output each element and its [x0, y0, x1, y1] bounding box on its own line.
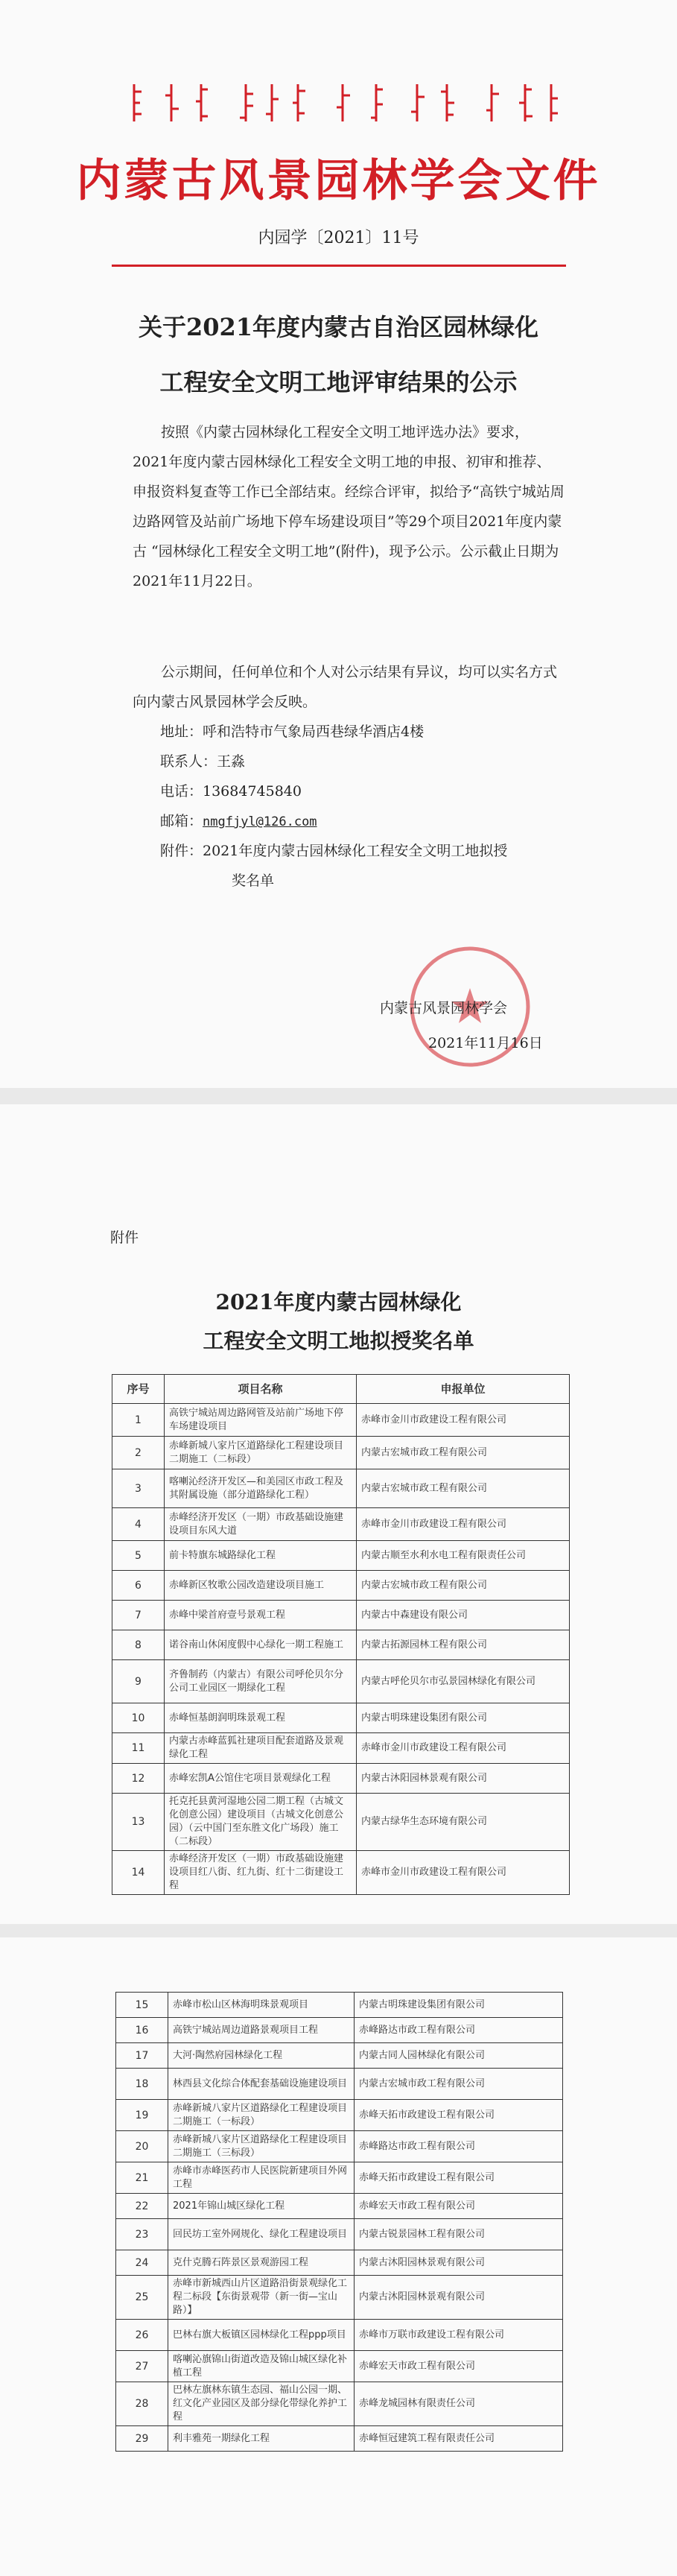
project-name: 林西县文化综合体配套基础设施建设项目 [168, 2069, 355, 2100]
table-row [116, 2069, 563, 2100]
award-table-part-1 [112, 1374, 570, 1895]
applicant-unit: 内蒙古宏城市政工程有限公司 [357, 1469, 570, 1508]
applicant-unit: 赤峰路达市政工程有限公司 [355, 2018, 563, 2043]
header-no: 序号 [112, 1375, 165, 1404]
applicant-unit: 内蒙古顺至水利水电工程有限责任公司 [357, 1541, 570, 1571]
row-number: 22 [116, 2194, 168, 2219]
award-list-title [0, 1283, 677, 1361]
table-row [116, 2276, 563, 2320]
table-row [112, 1571, 570, 1601]
row-number: 18 [116, 2069, 168, 2100]
table-row [116, 2250, 563, 2276]
notice-title-line-1: 关于2021年度内蒙古自治区园林绿化 [138, 313, 539, 341]
email-label: 邮箱： [160, 813, 203, 829]
attachment-text-cont: 奖名单 [232, 873, 275, 889]
row-number: 13 [112, 1794, 165, 1851]
notice-paragraph-1: 按照《内蒙古园林绿化工程安全文明工地评选办法》要求，2021年度内蒙古园林绿化工程安全文明工地的申报、初审和推荐、申报资料复查等工作已全部结束。经综合评审，拟给予“高铁宁城站周边路网管及站前广场地下停车场建设项目”等29个项目2021年度内蒙古 “园林绿化工程安全文明工地”(附件)，现予公示。公示截止日期为2021年11月22日。 [133, 424, 565, 589]
applicant-unit: 赤峰市万联市政建设工程有限公司 [355, 2320, 563, 2351]
table-row [116, 2131, 563, 2162]
row-number: 6 [112, 1571, 165, 1601]
project-name: 赤峰市赤峰医药市人民医院新建项目外网工程 [168, 2162, 355, 2194]
applicant-unit: 赤峰路达市政工程有限公司 [355, 2131, 563, 2162]
applicant-unit: 内蒙古宏城市政工程有限公司 [357, 1571, 570, 1601]
project-name: 赤峰市松山区林海明珠景观项目 [168, 1993, 355, 2018]
applicant-unit: 内蒙古沐阳园林景观有限公司 [355, 2250, 563, 2276]
signer: 内蒙古风景园林学会 [380, 1000, 508, 1016]
row-number: 14 [112, 1851, 165, 1895]
project-name: 赤峰经济开发区（一期）市政基础设施建设项目红八街、红九街、红十二街建设工程 [165, 1851, 357, 1895]
row-number: 2 [112, 1437, 165, 1469]
project-name: 赤峰新区牧歌公园改造建设项目施工 [165, 1571, 357, 1601]
table-header-row [112, 1375, 570, 1404]
applicant-unit: 赤峰龙城园林有限责任公司 [355, 2382, 563, 2426]
table-row [112, 1764, 570, 1794]
applicant-unit: 内蒙古明珠建设集团有限公司 [355, 1993, 563, 2018]
email-line [160, 806, 317, 837]
sign-date: 2021年11月16日 [428, 1035, 543, 1051]
applicant-unit: 赤峰恒冠建筑工程有限责任公司 [355, 2426, 563, 2452]
table-row [112, 1541, 570, 1571]
row-number: 20 [116, 2131, 168, 2162]
row-number: 15 [116, 1993, 168, 2018]
applicant-unit: 内蒙古中森建设有限公司 [357, 1601, 570, 1630]
project-name: 前卡特旗东城路绿化工程 [165, 1541, 357, 1571]
applicant-unit: 赤峰市金川市政建设工程有限公司 [357, 1404, 570, 1437]
header-project: 项目名称 [165, 1375, 357, 1404]
table-row [112, 1508, 570, 1541]
row-number: 17 [116, 2043, 168, 2069]
project-name: 利丰雅苑一期绿化工程 [168, 2426, 355, 2452]
project-name: 内蒙古赤峰蓝狐社建项目配套道路及景观绿化工程 [165, 1733, 357, 1764]
header-unit: 申报单位 [357, 1375, 570, 1404]
row-number: 16 [116, 2018, 168, 2043]
applicant-unit: 内蒙古明珠建设集团有限公司 [357, 1703, 570, 1733]
project-name: 回民坊工室外网规化、绿化工程建设项目 [168, 2219, 355, 2250]
project-name: 大河·陶然府园林绿化工程 [168, 2043, 355, 2069]
table-row [112, 1630, 570, 1660]
document-number: 内园学〔2021〕11号 [258, 229, 419, 247]
table-row [116, 2426, 563, 2452]
award-list-title-line-2: 工程安全文明工地拟授奖名单 [203, 1329, 474, 1353]
applicant-unit: 赤峰市金川市政建设工程有限公司 [357, 1733, 570, 1764]
table-row [116, 2100, 563, 2131]
org-title: 内蒙古风景园林学会文件 [76, 155, 601, 207]
table-row [112, 1851, 570, 1895]
applicant-unit: 内蒙古沐阳园林景观有限公司 [357, 1764, 570, 1794]
applicant-unit: 内蒙古同人园林绿化有限公司 [355, 2043, 563, 2069]
project-name: 赤峰新城八家片区道路绿化工程建设项目二期施工（一标段） [168, 2100, 355, 2131]
project-name: 赤峰宏凯A公馆住宅项目景观绿化工程 [165, 1764, 357, 1794]
project-name: 赤峰市新城西山片区道路沿街景观绿化工程二标段【东街景观带（新一街—宝山路）】 [168, 2276, 355, 2320]
applicant-unit: 赤峰宏天市政工程有限公司 [355, 2351, 563, 2382]
table-row [112, 1703, 570, 1733]
project-name: 诺谷南山休闲度假中心绿化一期工程施工 [165, 1630, 357, 1660]
row-number: 9 [112, 1660, 165, 1703]
project-name: 赤峰恒基朗润明珠景观工程 [165, 1703, 357, 1733]
applicant-unit: 赤峰天拓市政建设工程有限公司 [355, 2100, 563, 2131]
project-name: 齐鲁制药（内蒙古）有限公司呼伦贝尔分公司工业园区一期绿化工程 [165, 1660, 357, 1703]
header-divider [112, 265, 566, 267]
notice-title [0, 300, 677, 410]
applicant-unit: 内蒙古锐景园林工程有限公司 [355, 2219, 563, 2250]
project-name: 克什克腾石阵景区景观游园工程 [168, 2250, 355, 2276]
project-name: 赤峰中梁首府壹号景观工程 [165, 1601, 357, 1630]
row-number: 25 [116, 2276, 168, 2320]
row-number: 7 [112, 1601, 165, 1630]
row-number: 12 [112, 1764, 165, 1794]
row-number: 29 [116, 2426, 168, 2452]
applicant-unit: 内蒙古宏城市政工程有限公司 [355, 2069, 563, 2100]
table-row [116, 2018, 563, 2043]
table-row [116, 2162, 563, 2194]
table-row [116, 2043, 563, 2069]
table-row [112, 1404, 570, 1437]
table-row [112, 1437, 570, 1469]
table-row [112, 1660, 570, 1703]
award-table-part-2 [115, 1992, 563, 2452]
email-link[interactable]: nmgfjyl@126.com [203, 814, 317, 829]
row-number: 8 [112, 1630, 165, 1660]
project-name: 托克托县黄河湿地公园二期工程（古城文化创意公园）建设项目（古城文化创意公园）（云中国门至东胜文化广场段）施工（二标段） [165, 1794, 357, 1851]
project-name: 喀喇沁经济开发区—和美园区市政工程及其附属设施（部分道路绿化工程） [165, 1469, 357, 1508]
row-number: 5 [112, 1541, 165, 1571]
table-row [116, 1993, 563, 2018]
table-row [116, 2382, 563, 2426]
table-row [112, 1601, 570, 1630]
row-number: 4 [112, 1508, 165, 1541]
row-number: 24 [116, 2250, 168, 2276]
award-list-title-line-1: 2021年度内蒙古园林绿化 [215, 1290, 462, 1314]
project-name: 赤峰新城八家片区道路绿化工程建设项目二期施工（三标段） [168, 2131, 355, 2162]
row-number: 28 [116, 2382, 168, 2426]
address-line: 地址：呼和浩特市气象局西巷绿华酒店4楼 [160, 724, 425, 740]
table-row [116, 2351, 563, 2382]
row-number: 11 [112, 1733, 165, 1764]
table-row [116, 2194, 563, 2219]
table-row [112, 1469, 570, 1508]
project-name: 赤峰新城八家片区道路绿化工程建设项目二期施工（二标段） [165, 1437, 357, 1469]
table-row [112, 1733, 570, 1764]
table-row [112, 1794, 570, 1851]
project-name: 2021年锦山城区绿化工程 [168, 2194, 355, 2219]
phone-line: 电话：13684745840 [160, 783, 302, 800]
row-number: 23 [116, 2219, 168, 2250]
applicant-unit: 内蒙古绿华生态环境有限公司 [357, 1794, 570, 1851]
project-name: 喀喇沁旗锦山街道改造及锦山城区绿化补植工程 [168, 2351, 355, 2382]
applicant-unit: 赤峰市金川市政建设工程有限公司 [357, 1508, 570, 1541]
applicant-unit: 赤峰天拓市政建设工程有限公司 [355, 2162, 563, 2194]
project-name: 赤峰经济开发区（一期）市政基础设施建设项目东风大道 [165, 1508, 357, 1541]
applicant-unit: 内蒙古呼伦贝尔市弘景园林绿化有限公司 [357, 1660, 570, 1703]
row-number: 3 [112, 1469, 165, 1508]
notice-paragraph-2: 公示期间，任何单位和个人对公示结果有异议，均可以实名方式向内蒙古风景园林学会反映。 [133, 664, 558, 710]
applicant-unit: 内蒙古沐阳园林景观有限公司 [355, 2276, 563, 2320]
applicant-unit: 内蒙古拓源园林工程有限公司 [357, 1630, 570, 1660]
attachment-label: 附件 [110, 1230, 139, 1246]
applicant-unit: 内蒙古宏城市政工程有限公司 [357, 1437, 570, 1469]
row-number: 27 [116, 2351, 168, 2382]
row-number: 10 [112, 1703, 165, 1733]
mongolian-script-heading [119, 80, 566, 125]
table-row [116, 2320, 563, 2351]
row-number: 1 [112, 1404, 165, 1437]
project-name: 巴林左旗林东镇生态园、福山公园一期、红文化产业园区及部分绿化带绿化养护工程 [168, 2382, 355, 2426]
applicant-unit: 赤峰宏天市政工程有限公司 [355, 2194, 563, 2219]
row-number: 26 [116, 2320, 168, 2351]
attachment-text: 附件：2021年度内蒙古园林绿化工程安全文明工地拟授 [160, 843, 508, 859]
attachment-line [160, 836, 577, 896]
project-name: 高铁宁城站周边道路景观项目工程 [168, 2018, 355, 2043]
project-name: 高铁宁城站周边路网管及站前广场地下停车场建设项目 [165, 1404, 357, 1437]
applicant-unit: 赤峰市金川市政建设工程有限公司 [357, 1851, 570, 1895]
notice-page [0, 0, 677, 1088]
row-number: 21 [116, 2162, 168, 2194]
contact-line: 联系人：王淼 [160, 753, 246, 770]
row-number: 19 [116, 2100, 168, 2131]
notice-title-line-2: 工程安全文明工地评审结果的公示 [159, 368, 518, 396]
table-row [116, 2219, 563, 2250]
project-name: 巴林右旗大板镇区园林绿化工程ppp项目 [168, 2320, 355, 2351]
